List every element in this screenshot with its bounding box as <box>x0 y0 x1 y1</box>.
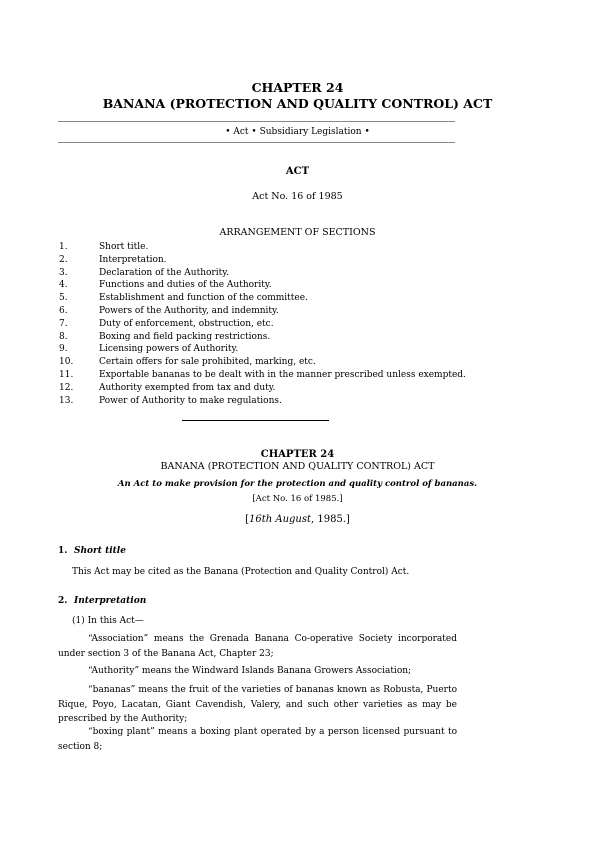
act-number: Act No. 16 of 1985 <box>252 191 343 202</box>
toc-entry[interactable] <box>59 241 479 254</box>
section-separator <box>182 420 329 421</box>
toc-entry-number: 1. <box>59 242 68 252</box>
assent-date: [16th August, 1985.] <box>245 514 350 525</box>
section-2-heading: 2. Interpretation <box>58 596 147 606</box>
toc-entry[interactable] <box>59 292 479 305</box>
toc-entry-number: 6. <box>59 305 68 316</box>
header-rule-top <box>58 121 455 122</box>
definition-authority: “Authority” means the Windward Islands Banana Growers Association; <box>88 666 412 676</box>
assent-day-month: 16th August <box>248 514 312 525</box>
act-reference: [Act No. 16 of 1985.] <box>252 494 343 504</box>
toc-entry-title: Establishment and function of the committee. <box>99 293 308 304</box>
header-rule-bottom <box>58 142 455 143</box>
toc-entry-number: 4. <box>59 280 68 291</box>
definition-boxing-plant: “boxing plant” means a boxing plant operated by a person licensed pursuant to section 8; <box>58 727 457 752</box>
arrangement-of-sections <box>59 241 479 407</box>
toc-entry[interactable] <box>59 369 479 382</box>
toc-entry-number: 8. <box>59 331 68 342</box>
toc-entry-number: 13. <box>59 395 74 406</box>
legislation-nav <box>0 127 595 137</box>
long-title: An Act to make provision for the protection and quality control of bananas. <box>117 479 478 489</box>
body-act-title: BANANA (PROTECTION AND QUALITY CONTROL) ACT <box>160 461 435 472</box>
definition-association: “Association” means the Grenada Banana Co-operative Society incorporated under section 3 of the Banana Act, Chapter 23; <box>58 634 457 659</box>
toc-entry[interactable] <box>59 331 479 344</box>
toc-entry-title: Power of Authority to make regulations. <box>99 395 282 406</box>
toc-entry-title: Functions and duties of the Authority. <box>99 280 272 291</box>
body-chapter-number: CHAPTER 24 <box>260 449 335 460</box>
chapter-number: CHAPTER 24 <box>251 80 344 95</box>
section-1-heading: 1. Short title <box>58 546 126 556</box>
toc-entry-number: 3. <box>59 267 68 278</box>
toc-entry-number: 9. <box>59 344 68 355</box>
arrangement-title: ARRANGEMENT OF SECTIONS <box>219 227 376 238</box>
toc-entry-number: 12. <box>59 382 74 393</box>
toc-entry-title: Authority exempted from tax and duty. <box>99 382 276 393</box>
toc-entry[interactable] <box>59 395 479 408</box>
toc-entry[interactable] <box>59 254 479 267</box>
subsidiary-legislation-link[interactable]: Subsidiary Legislation • <box>259 127 370 137</box>
toc-entry[interactable] <box>59 305 479 318</box>
toc-entry-title: Exportable bananas to be dealt with in the manner prescribed unless exempted. <box>99 369 466 380</box>
toc-entry[interactable] <box>59 356 479 369</box>
toc-entry-number: 10. <box>59 357 74 368</box>
toc-entry[interactable] <box>59 318 479 331</box>
toc-entry-number: 11. <box>59 369 74 380</box>
subsection-1-intro: (1) In this Act— <box>72 616 144 626</box>
toc-entry-title: Short title. <box>99 242 149 252</box>
definition-bananas: “bananas” means the fruit of the varieties of bananas known as Robusta, Puerto Rique, Poyo, Lacatan, Giant Cavendish, Valery, and such other varieties as may be prescribed by the Authority; <box>58 685 457 724</box>
document-header <box>0 80 595 112</box>
toc-entry-number: 2. <box>59 254 68 265</box>
toc-entry-number: 5. <box>59 293 68 304</box>
toc-entry-number: 7. <box>59 318 68 329</box>
toc-entry-title: Duty of enforcement, obstruction, etc. <box>99 318 274 329</box>
toc-entry-title: Powers of the Authority, and indemnity. <box>99 305 279 316</box>
toc-entry[interactable] <box>59 382 479 395</box>
act-title: BANANA (PROTECTION AND QUALITY CONTROL) ACT <box>102 96 493 111</box>
toc-entry-title: Interpretation. <box>99 254 167 265</box>
toc-entry[interactable] <box>59 279 479 292</box>
toc-entry-title: Licensing powers of Authority. <box>99 344 239 355</box>
section-1-text: This Act may be cited as the Banana (Protection and Quality Control) Act. <box>72 567 410 577</box>
toc-entry[interactable] <box>59 343 479 356</box>
toc-entry-title: Certain offers for sale prohibited, marking, etc. <box>99 357 316 368</box>
toc-entry[interactable] <box>59 267 479 280</box>
toc-entry-title: Declaration of the Authority. <box>99 267 229 278</box>
act-heading: ACT <box>285 166 310 177</box>
act-link[interactable]: • Act • <box>225 127 257 137</box>
toc-entry-title: Boxing and field packing restrictions. <box>99 331 271 342</box>
